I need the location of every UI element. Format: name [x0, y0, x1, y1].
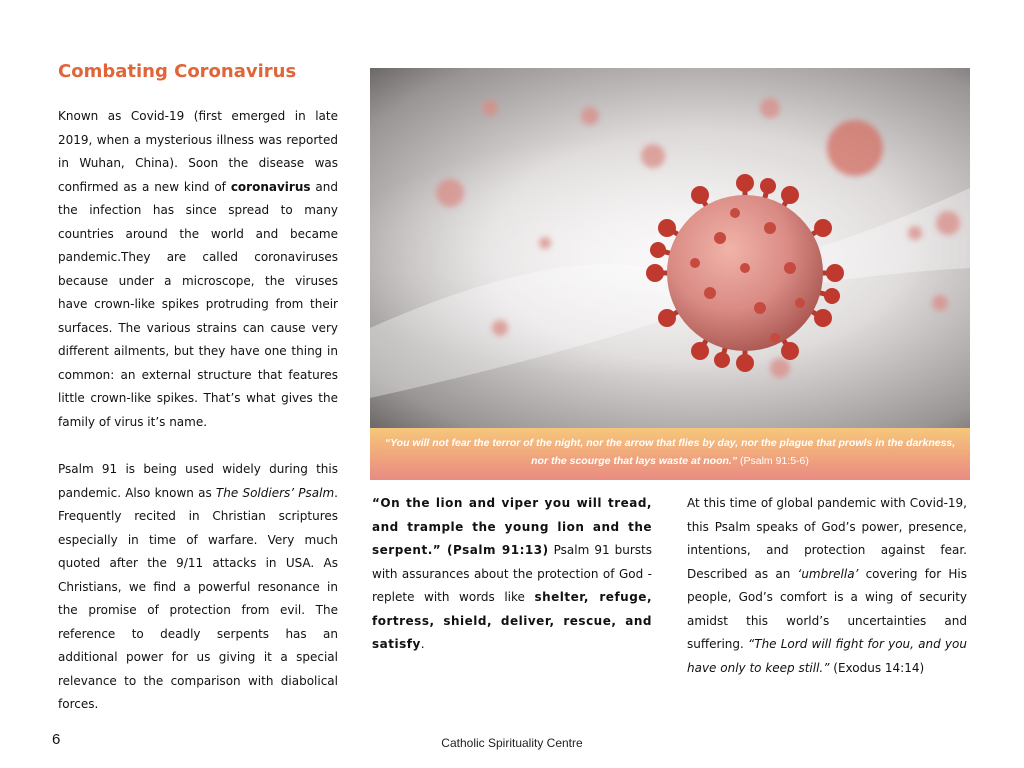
- page-title: Combating Coronavirus: [58, 61, 297, 82]
- right-paragraph: At this time of global pandemic with Covid-19, this Psalm speaks of God’s power, presence, intentions, and protection against fear. Described as an ‘umbrella’ covering for His people, God’s comfort is a wing of security amidst this world’s uncertainties and suffering. “The Lord will fight for you, and you have only to keep still.” (Exodus 14:14): [687, 496, 967, 675]
- psalm-paragraph: Psalm 91 is being used widely during this pandemic. Also known as The Soldiers’ Psalm. Frequently recited in Christian scriptures especially in time of warfare. Very much quoted after the 9/11 attacks in USA. As Christians, we find a powerful resonance in the promise of protection from evil. The reference to deadly serpents has an additional power for us giving it a special relevance to the comparison with diabolical forces.: [58, 462, 338, 711]
- middle-column: [372, 492, 652, 657]
- middle-paragraph: “On the lion and viper you will tread, and trample the young lion and the serpent.” (Psalm 91:13) Psalm 91 bursts with assurances about the protection of God - replete with words like shelter, refuge, fortress, shield, deliver, rescue, and satisfy.: [372, 496, 652, 651]
- psalm-quote: “On the lion and viper you will tread, and trample the young lion and the serpent.” (Psalm 91:13): [372, 496, 652, 557]
- exodus-quote: “The Lord will fight for you, and you have only to keep still.”: [687, 637, 967, 675]
- left-column: [58, 105, 338, 717]
- caption-line-2: nor the scourge that lays waste at noon.” (Psalm 91:5-6): [531, 455, 809, 467]
- page-number: 6: [52, 731, 61, 748]
- footer-publisher: Catholic Spirituality Centre: [441, 736, 583, 750]
- caption-line-1: “You will not fear the terror of the night, nor the arrow that flies by day, nor the plague that prowls in the darkness,: [384, 437, 956, 449]
- coronavirus-illustration-icon: [370, 68, 970, 428]
- umbrella-term: ‘umbrella’: [797, 566, 859, 581]
- intro-paragraph: Known as Covid-19 (first emerged in late 2019, when a mysterious illness was reported in Wuhan, China). Soon the disease was confirmed as a new kind of coronavirus and the infection has since spread to many countries around the world and became pandemic.They are called coronaviruses because under a microscope, the viruses have crown-like spikes protruding from their surfaces. The various strains can cause very different ailments, but they have one thing in common: an external structure that features little crown-like spikes. That’s what gives the family of virus it’s name.: [58, 109, 338, 429]
- image-caption: [370, 428, 970, 480]
- protection-words: shelter, refuge, fortress, shield, deliver, rescue, and satisfy: [372, 590, 652, 651]
- soldiers-psalm-term: The Soldiers’ Psalm: [215, 485, 335, 500]
- coronavirus-term: coronavirus: [230, 179, 311, 194]
- coronavirus-image: [370, 68, 970, 428]
- right-column: [687, 492, 967, 680]
- exodus-reference: (Exodus 14:14): [829, 660, 925, 675]
- caption-reference: (Psalm 91:5-6): [737, 455, 809, 467]
